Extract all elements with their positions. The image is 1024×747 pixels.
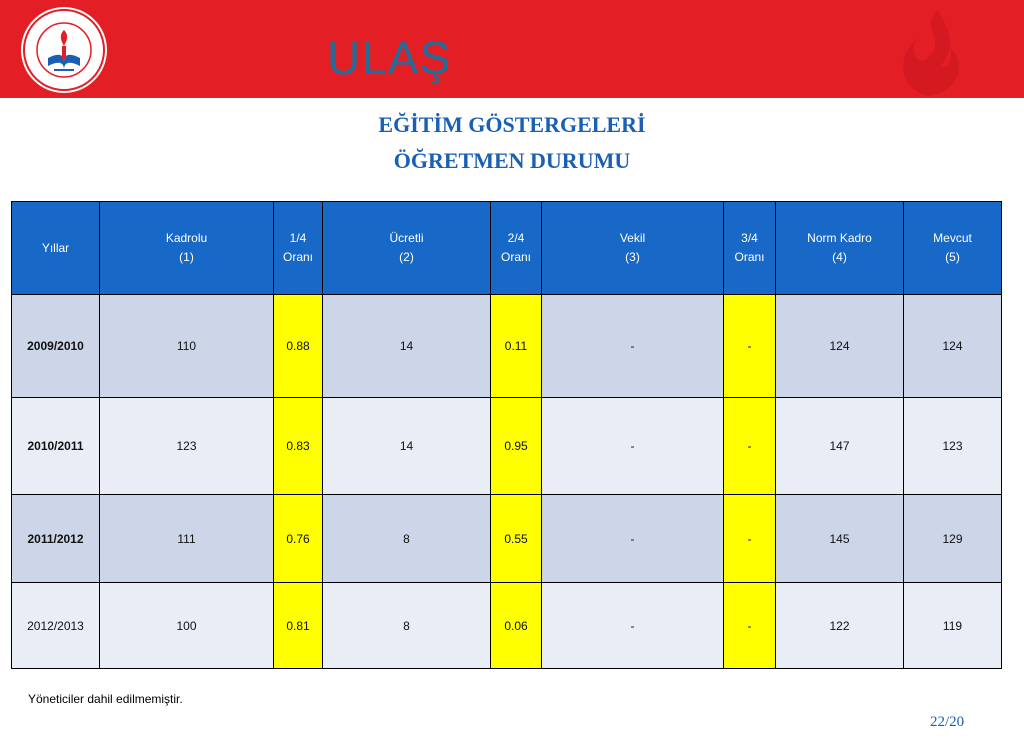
cell-ratio-2-4: 0.95: [491, 398, 542, 495]
cell-norm-staff: 122: [776, 583, 904, 669]
cell-current: 123: [904, 398, 1002, 495]
cell-norm-staff: 145: [776, 495, 904, 583]
cell-year: 2010/2011: [12, 398, 100, 495]
cell-ratio-1-4: 0.83: [274, 398, 323, 495]
table-row: [12, 398, 1002, 495]
headline-teacher-status: ÖĞRETMEN DURUMU: [393, 148, 631, 173]
cell-ratio-3-4: -: [724, 295, 776, 398]
table-row: [12, 295, 1002, 398]
cell-year: 2011/2012: [12, 495, 100, 583]
cell-norm-staff: 124: [776, 295, 904, 398]
table-row: [12, 583, 1002, 669]
cell-ratio-1-4: 0.81: [274, 583, 323, 669]
app-title: ULAŞ: [327, 32, 452, 84]
teacher-status-table: [11, 201, 1002, 669]
cell-current: 119: [904, 583, 1002, 669]
cell-ratio-2-4: 0.11: [491, 295, 542, 398]
cell-ratio-2-4: 0.06: [491, 583, 542, 669]
cell-year: 2012/2013: [12, 583, 100, 669]
cell-ratio-3-4: -: [724, 583, 776, 669]
footnote: Yöneticiler dahil edilmemiştir.: [28, 692, 183, 706]
column-header-current: Mevcut (5): [904, 202, 1002, 295]
cell-permanent: 111: [100, 495, 274, 583]
cell-paid: 8: [323, 583, 491, 669]
cell-current: 124: [904, 295, 1002, 398]
cell-ratio-1-4: 0.76: [274, 495, 323, 583]
flame-icon: [888, 8, 968, 98]
cell-permanent: 123: [100, 398, 274, 495]
cell-current: 129: [904, 495, 1002, 583]
column-header-permanent: Kadrolu (1): [100, 202, 274, 295]
cell-substitute: -: [542, 295, 724, 398]
cell-substitute: -: [542, 495, 724, 583]
cell-permanent: 100: [100, 583, 274, 669]
cell-ratio-3-4: -: [724, 495, 776, 583]
table-header-row: [12, 202, 1002, 295]
column-header-years: Yıllar: [12, 202, 100, 295]
column-header-ratio-3-4: 3/4 Oranı: [724, 202, 776, 295]
cell-paid: 14: [323, 398, 491, 495]
header-bar: [0, 0, 1024, 98]
column-header-ratio-1-4: 1/4 Oranı: [274, 202, 323, 295]
cell-paid: 14: [323, 295, 491, 398]
cell-ratio-1-4: 0.88: [274, 295, 323, 398]
cell-substitute: -: [542, 583, 724, 669]
headline-education-indicators: EĞİTİM GÖSTERGELERİ: [378, 112, 646, 137]
cell-ratio-3-4: -: [724, 398, 776, 495]
cell-permanent: 110: [100, 295, 274, 398]
cell-ratio-2-4: 0.55: [491, 495, 542, 583]
cell-year: 2009/2010: [12, 295, 100, 398]
ministry-logo: [18, 6, 110, 94]
column-header-norm-staff: Norm Kadro (4): [776, 202, 904, 295]
cell-norm-staff: 147: [776, 398, 904, 495]
page-number: 22/20: [930, 714, 965, 730]
cell-paid: 8: [323, 495, 491, 583]
column-header-ratio-2-4: 2/4 Oranı: [491, 202, 542, 295]
cell-substitute: -: [542, 398, 724, 495]
table-row: [12, 495, 1002, 583]
column-header-paid: Ücretli (2): [323, 202, 491, 295]
column-header-substitute: Vekil (3): [542, 202, 724, 295]
